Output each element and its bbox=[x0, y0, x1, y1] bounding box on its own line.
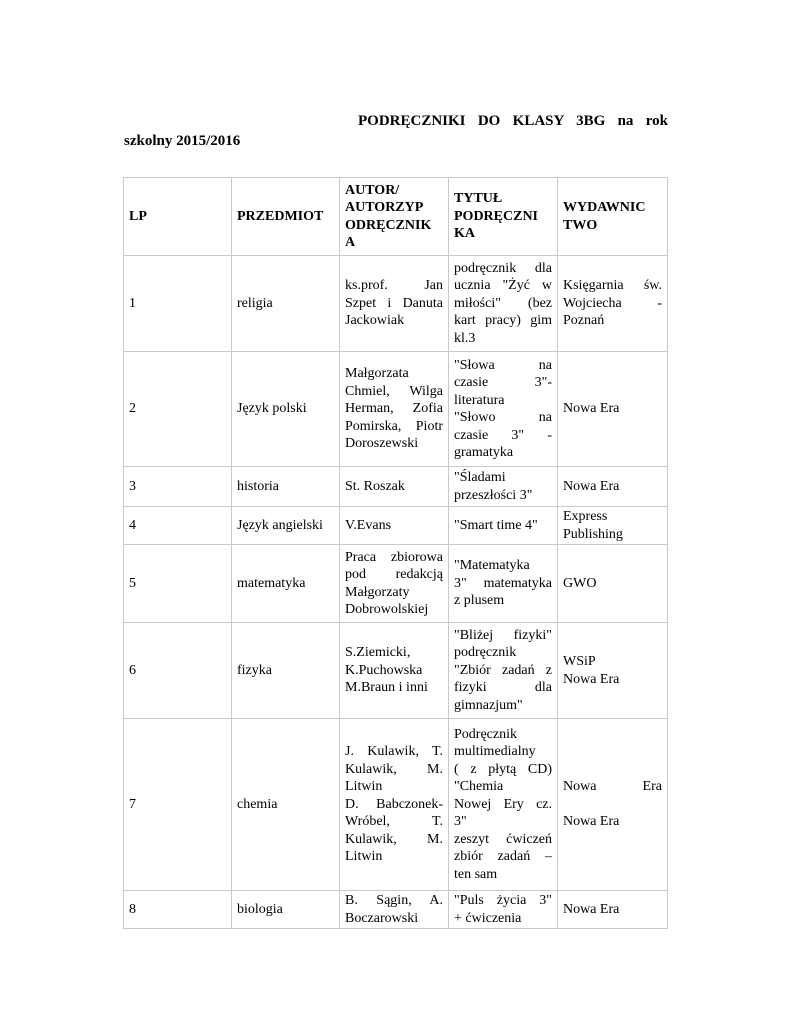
cell-line: Nowa Era bbox=[563, 779, 662, 795]
cell-line: WSiP bbox=[563, 654, 596, 669]
cell-line: Express bbox=[563, 509, 608, 524]
cell-wydawnictwo bbox=[558, 545, 668, 623]
table-row bbox=[124, 467, 668, 507]
header-tytul bbox=[449, 178, 558, 256]
cell-line: Doroszewski bbox=[345, 436, 419, 452]
table-header-row bbox=[124, 178, 668, 256]
cell-przedmiot: matematyka bbox=[232, 545, 340, 623]
table-row bbox=[124, 507, 668, 545]
cell-autor bbox=[340, 352, 449, 467]
header-wydawnictwo bbox=[558, 178, 668, 256]
cell-line: AUTORZYP bbox=[345, 200, 424, 215]
cell-line: TWO bbox=[563, 217, 598, 233]
cell-line: ODRĘCZNIK bbox=[345, 217, 432, 233]
cell-line: 3" matematyka bbox=[454, 575, 552, 591]
cell-line: Nowa Era bbox=[563, 901, 620, 917]
cell-line: 3" bbox=[454, 814, 467, 830]
cell-line: Herman, Zofia bbox=[345, 401, 443, 417]
textbook-table bbox=[123, 177, 668, 929]
document-title: PODRĘCZNIKI DO KLASY 3BG na rok bbox=[358, 113, 668, 129]
cell-line: TYTUŁ bbox=[454, 191, 503, 207]
cell-przedmiot: Język polski bbox=[232, 352, 340, 467]
cell-tytul bbox=[449, 891, 558, 929]
table-row bbox=[124, 352, 668, 467]
cell-autor bbox=[340, 719, 449, 891]
cell-wydawnictwo bbox=[558, 623, 668, 719]
cell-tytul bbox=[449, 623, 558, 719]
cell-line: Praca zbiorowa bbox=[345, 549, 443, 565]
cell-line: Księgarnia św. bbox=[563, 278, 662, 294]
cell-line: Nowa Era bbox=[563, 478, 620, 494]
cell-lp: 3 bbox=[124, 467, 232, 507]
cell-przedmiot: Język angielski bbox=[232, 507, 340, 545]
table-row bbox=[124, 545, 668, 623]
cell-line: Kulawik, M. bbox=[345, 761, 443, 777]
document-subtitle: szkolny 2015/2016 bbox=[124, 133, 241, 149]
cell-line: z plusem bbox=[454, 593, 505, 609]
cell-line: gimnazjum" bbox=[454, 697, 523, 713]
cell-line: "Smart time 4" bbox=[454, 517, 538, 533]
cell-line: KA bbox=[454, 226, 475, 242]
cell-line: "Bliżej fizyki" bbox=[454, 627, 552, 643]
cell-line: Jackowiak bbox=[345, 313, 405, 329]
cell-line: zbiór zadań – bbox=[454, 849, 552, 865]
cell-line: pod redakcją bbox=[345, 567, 443, 582]
cell-autor bbox=[340, 507, 449, 545]
cell-line: ten sam bbox=[454, 866, 498, 882]
cell-line: Nowa Era bbox=[563, 401, 620, 417]
cell-line: przeszłości 3" bbox=[454, 487, 533, 503]
cell-tytul bbox=[449, 467, 558, 507]
cell-line: Litwin bbox=[345, 849, 383, 865]
cell-line: Poznań bbox=[563, 313, 605, 329]
cell-line: miłości" (bez bbox=[454, 295, 552, 311]
table-row bbox=[124, 719, 668, 891]
cell-tytul bbox=[449, 545, 558, 623]
cell-line bbox=[563, 796, 662, 814]
cell-line: kl.3 bbox=[454, 330, 476, 346]
cell-lp: 2 bbox=[124, 352, 232, 467]
cell-line: A bbox=[345, 235, 356, 250]
cell-line: Chmiel, Wilga bbox=[345, 383, 443, 399]
cell-line: literatura bbox=[454, 392, 505, 408]
cell-line: podręcznik dla bbox=[454, 260, 552, 276]
cell-line: fizyki dla bbox=[454, 680, 552, 696]
cell-tytul bbox=[449, 719, 558, 891]
cell-wydawnictwo bbox=[558, 256, 668, 352]
cell-line: S.Ziemicki, bbox=[345, 645, 411, 661]
cell-line: Wróbel, T. bbox=[345, 814, 443, 830]
cell-line: czasie 3"- bbox=[454, 375, 552, 390]
cell-przedmiot: fizyka bbox=[232, 623, 340, 719]
cell-przedmiot: chemia bbox=[232, 719, 340, 891]
cell-wydawnictwo bbox=[558, 352, 668, 467]
cell-tytul bbox=[449, 507, 558, 545]
cell-autor bbox=[340, 891, 449, 929]
cell-przedmiot: historia bbox=[232, 467, 340, 507]
cell-line: zeszyt ćwiczeń bbox=[454, 831, 552, 847]
cell-line: St. Roszak bbox=[345, 478, 405, 494]
cell-line: "Puls życia 3" bbox=[454, 893, 552, 908]
cell-line: AUTOR/ bbox=[345, 182, 400, 198]
header-autor bbox=[340, 178, 449, 256]
cell-line: Podręcznik bbox=[454, 726, 517, 742]
cell-wydawnictwo bbox=[558, 467, 668, 507]
cell-line: M.Braun i inni bbox=[345, 680, 428, 696]
cell-line: czasie 3" - bbox=[454, 427, 552, 443]
table-row bbox=[124, 623, 668, 719]
cell-line: Publishing bbox=[563, 526, 623, 542]
cell-line: ks.prof. Jan bbox=[345, 278, 443, 294]
header-lp: LP bbox=[124, 178, 232, 256]
cell-autor bbox=[340, 256, 449, 352]
cell-line: "Słowo na bbox=[454, 410, 552, 425]
cell-line: ( z płytą CD) bbox=[454, 761, 552, 777]
cell-lp: 8 bbox=[124, 891, 232, 929]
cell-autor bbox=[340, 545, 449, 623]
cell-line: Małgorzaty bbox=[345, 584, 410, 600]
cell-lp: 1 bbox=[124, 256, 232, 352]
cell-line: "Chemia bbox=[454, 779, 504, 795]
cell-line: + ćwiczenia bbox=[454, 910, 522, 926]
table-row bbox=[124, 891, 668, 929]
cell-line: Dobrowolskiej bbox=[345, 602, 429, 617]
cell-line: "Słowa na bbox=[454, 357, 552, 373]
cell-line: Kulawik, M. bbox=[345, 831, 443, 847]
cell-line: WYDAWNIC bbox=[563, 200, 646, 215]
cell-lp: 6 bbox=[124, 623, 232, 719]
cell-autor bbox=[340, 467, 449, 507]
header-przedmiot: PRZEDMIOT bbox=[232, 178, 340, 256]
cell-line: B. Sągin, A. bbox=[345, 893, 443, 908]
cell-line: Boczarowski bbox=[345, 910, 419, 926]
cell-line: "Zbiór zadań z bbox=[454, 662, 552, 678]
cell-line: V.Evans bbox=[345, 517, 392, 533]
cell-line: K.Puchowska bbox=[345, 662, 423, 678]
cell-line: Nowa Era bbox=[563, 671, 620, 687]
cell-wydawnictwo bbox=[558, 719, 668, 891]
cell-line: gramatyka bbox=[454, 445, 514, 460]
cell-line: podręcznik bbox=[454, 645, 517, 661]
cell-tytul bbox=[449, 256, 558, 352]
cell-line: multimedialny bbox=[454, 744, 536, 760]
cell-line: kart pracy) gim bbox=[454, 313, 552, 329]
cell-lp: 4 bbox=[124, 507, 232, 545]
cell-line: PODRĘCZNI bbox=[454, 208, 539, 224]
cell-przedmiot: religia bbox=[232, 256, 340, 352]
cell-lp: 5 bbox=[124, 545, 232, 623]
cell-tytul bbox=[449, 352, 558, 467]
cell-line: J. Kulawik, T. bbox=[345, 744, 443, 760]
cell-line: Wojciecha - bbox=[563, 295, 662, 311]
cell-line: GWO bbox=[563, 575, 597, 591]
cell-line: D. Babczonek- bbox=[345, 796, 443, 812]
table-row bbox=[124, 256, 668, 352]
cell-line: Nowej Ery cz. bbox=[454, 796, 552, 812]
cell-autor bbox=[340, 623, 449, 719]
cell-line: Szpet i Danuta bbox=[345, 295, 443, 311]
cell-wydawnictwo bbox=[558, 891, 668, 929]
cell-line: "Matematyka bbox=[454, 558, 530, 574]
cell-line: Pomirska, Piotr bbox=[345, 418, 443, 434]
cell-wydawnictwo bbox=[558, 507, 668, 545]
cell-line: ucznia "Żyć w bbox=[454, 278, 552, 294]
cell-przedmiot: biologia bbox=[232, 891, 340, 929]
cell-lp: 7 bbox=[124, 719, 232, 891]
cell-line: Nowa Era bbox=[563, 814, 620, 830]
cell-line: Małgorzata bbox=[345, 366, 409, 382]
cell-line: Litwin bbox=[345, 779, 383, 795]
cell-line: "Śladami bbox=[454, 470, 506, 485]
